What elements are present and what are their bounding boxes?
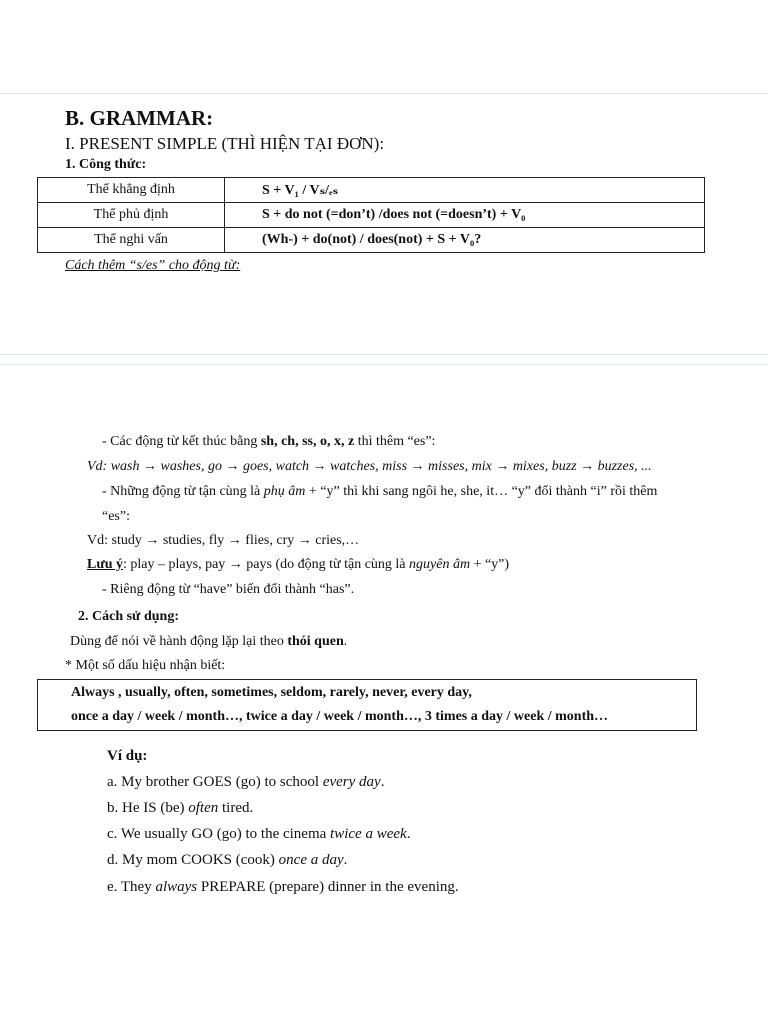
formula-table (37, 177, 705, 253)
example-2: Vd: study → studies, fly → flies, cry → cries,… (87, 533, 360, 548)
signal-line-2: once a day / week / month…, twice a day / week / month…, 3 times a day / week / month… (71, 709, 609, 724)
formula-heading: 1. Công thức: (65, 157, 147, 172)
signal-line-1: Always , usually, often, sometimes, seldom, rarely, never, every day, (71, 685, 472, 700)
signals-heading: * Một số dấu hiệu nhận biết: (65, 658, 226, 673)
usage-heading: 2. Cách sử dụng: (78, 609, 179, 624)
formula-cell: S + do not (=don’t) /does not (=doesn’t) + V₀ (225, 203, 705, 228)
page-divider-top (0, 93, 768, 94)
subsection-title: I. PRESENT SIMPLE (THÌ HIỆN TẠI ĐƠN): (65, 134, 385, 153)
form-cell: Thể nghi vấn (38, 228, 225, 253)
usage-text: Dùng để nói về hành động lặp lại theo thói quen. (70, 634, 348, 649)
formula-cell: S + V₁ / Vₛ/ₑₛ (225, 178, 705, 203)
es-heading: Cách thêm “s/es” cho động từ: (65, 258, 241, 273)
example-b: b. He IS (be) often tired. (107, 800, 254, 816)
formula-cell: (Wh-) + do(not) / does(not) + S + V₀? (225, 228, 705, 253)
section-title: B. GRAMMAR: (65, 106, 214, 130)
example-d: d. My mom COOKS (cook) once a day. (107, 852, 348, 868)
signal-words-box (37, 679, 697, 731)
table-row (38, 203, 705, 228)
page-divider-middle-2 (0, 364, 768, 365)
table-row (38, 228, 705, 253)
form-cell: Thể khẳng định (38, 178, 225, 203)
rule-2: - Những động từ tận cùng là phụ âm + “y” thì khi sang ngôi he, she, it… “y” đổi thành “i” rồi thêm (102, 484, 658, 499)
note: Lưu ý: play – plays, pay → pays (do động từ tận cùng là nguyên âm + “y”) (87, 557, 510, 572)
example-e: e. They always PREPARE (prepare) dinner in the evening. (107, 879, 459, 895)
rule-3: - Riêng động từ “have” biến đổi thành “has”. (102, 582, 355, 597)
example-1: Vd: wash → washes, go → goes, watch → watches, miss → misses, mix → mixes, buzz → buzzes, ... (87, 459, 652, 474)
rule-1: - Các động từ kết thúc bằng sh, ch, ss, o, x, z thì thêm “es”: (102, 434, 436, 449)
example-c: c. We usually GO (go) to the cinema twice a week. (107, 826, 411, 842)
page-divider-middle (0, 354, 768, 355)
examples-heading: Ví dụ: (107, 748, 148, 764)
table-row (38, 178, 705, 203)
rule-2-continued: “es”: (102, 509, 130, 524)
form-cell: Thể phủ định (38, 203, 225, 228)
example-a: a. My brother GOES (go) to school every day. (107, 774, 385, 790)
